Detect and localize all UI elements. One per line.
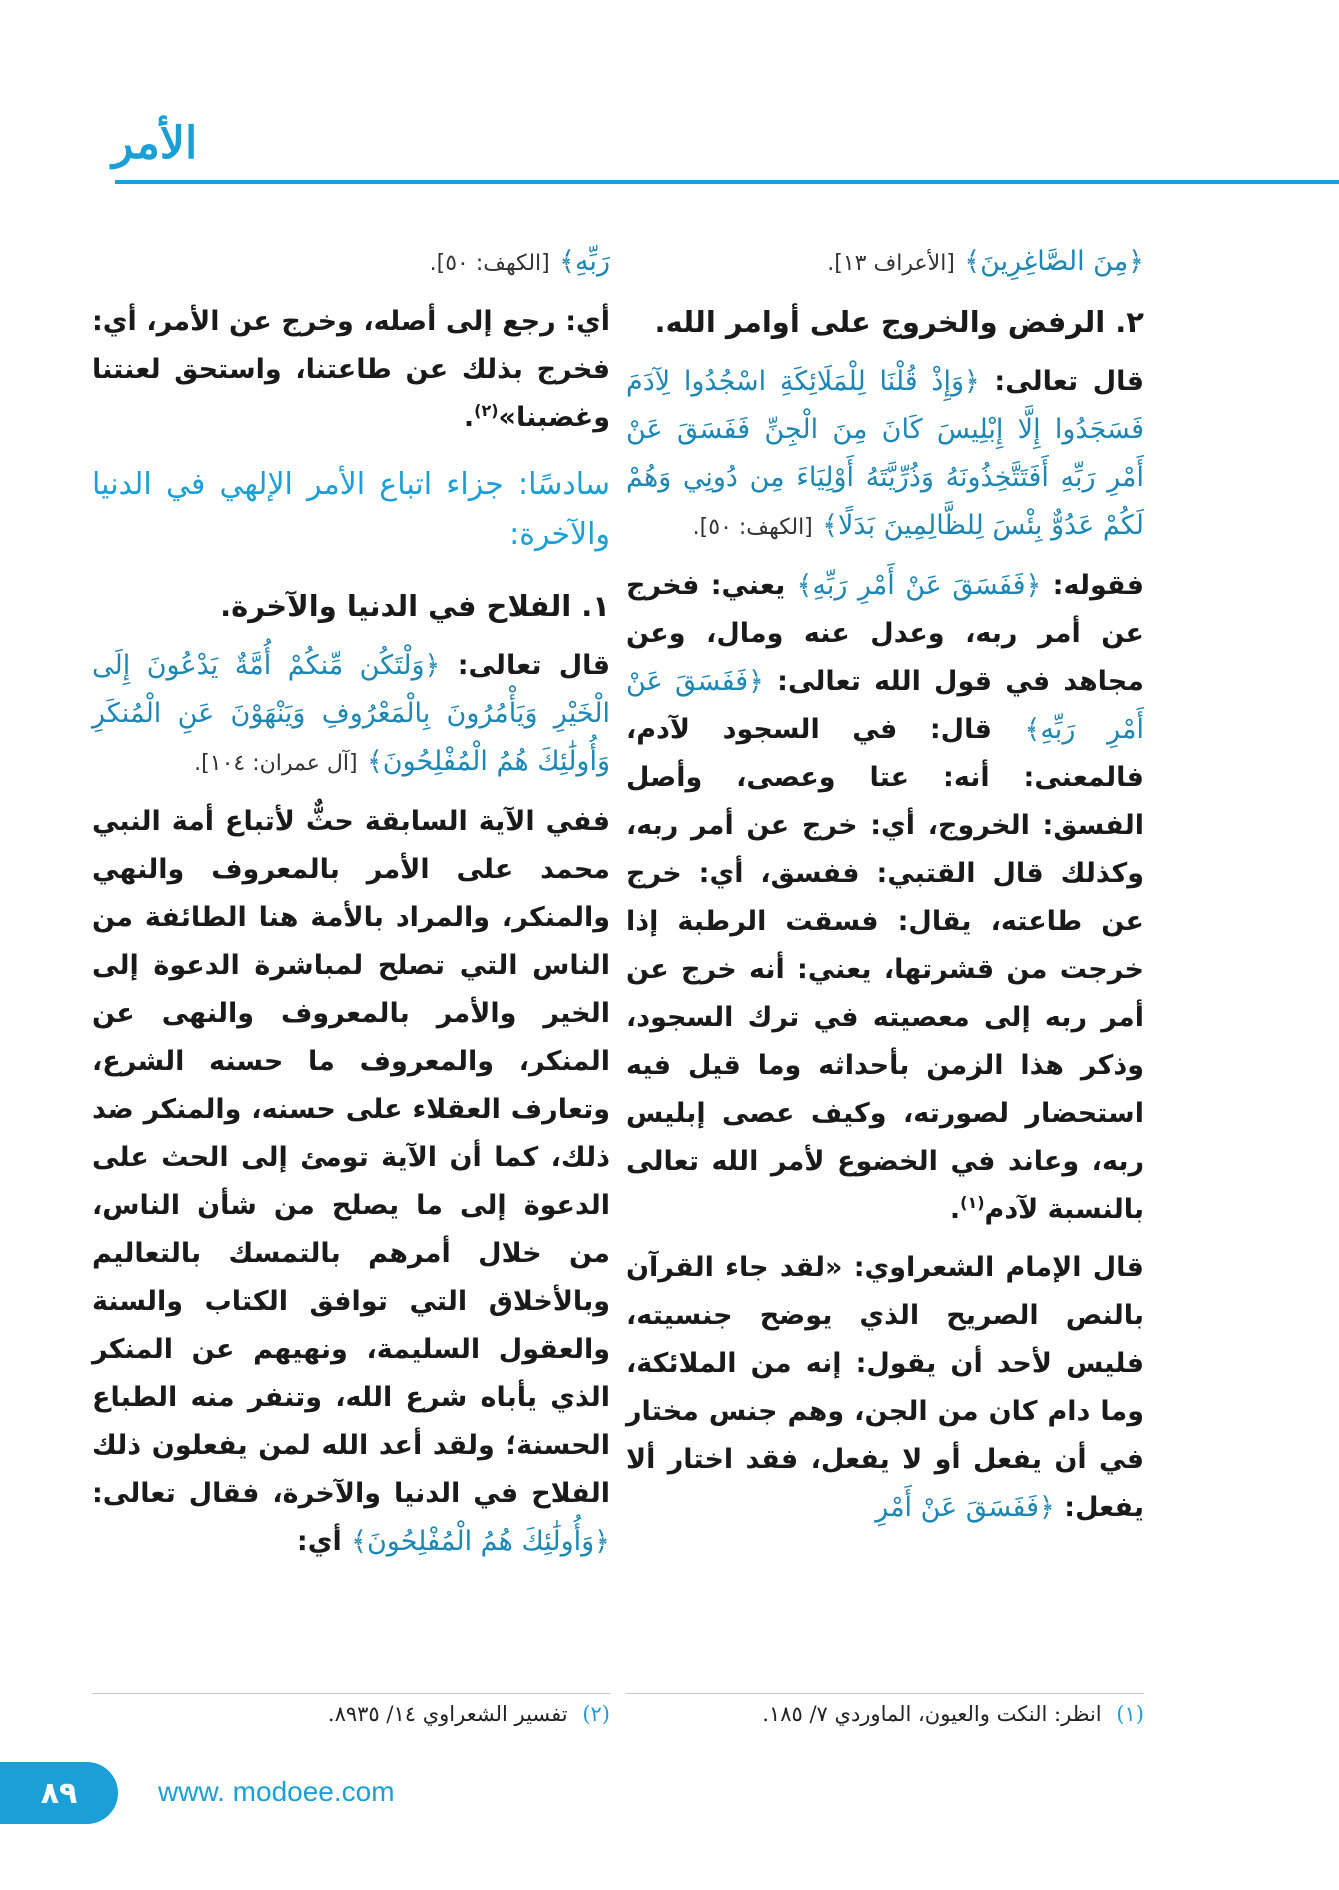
footnote-number: (٢) (582, 1702, 610, 1726)
quran-verse: ﴿وَلْتَكُن مِّنكُمْ أُمَّةٌ يَدْعُونَ إِلَى الْخَيْرِ وَيَأْمُرُونَ بِالْمَعْرُوفِ وَيَنْهَوْنَ عَنِ الْمُنكَرِ وَأُولَٰئِكَ هُمُ الْمُفْلِحُونَ﴾ (92, 650, 610, 777)
paragraph (92, 238, 610, 288)
paragraph-text: فقوله: (1052, 570, 1145, 601)
verse-reference: [الأعراف ١٣]. (827, 251, 955, 276)
paragraph (626, 238, 1144, 288)
quran-verse: ﴿فَفَسَقَ عَنْ أَمْرِ رَبِّهِ﴾ (626, 666, 1144, 745)
paragraph: أي: رجع إلى أصله، وخرج عن الأمر، أي: فخرج بذلك عن طاعتنا، واستحق لعنتنا وغضبنا»$^{(٢)}$. (92, 306, 610, 433)
paragraph-text: ففي الآية السابقة حثٌّ لأتباع أمة النبي محمد على الأمر بالمعروف والنهي والمنكر، والمراد بالأمة هنا الطائفة من الناس التي تصلح لمباشرة الدعوة إلى الخير والأمر بالمعروف والنهى عن المنكر، والمعروف ما حسنه الشرع، وتعارف العقلاء على حسنه، والمنكر ضد ذلك، كما أن الآية تومئ إلى الحث على الدعوة إلى ما يصلح من شأن الناس، من خلال أمرهم بالتمسك بالتعاليم وبالأخلاق التي توافق الكتاب والسنة والعقول السليمة، ونهيهم عن المنكر الذي يأباه شرع الله، وتنفر منه الطباع الحسنة؛ ولقد أعد الله لمن يفعلون ذلك الفلاح في الدنيا والآخرة، فقال تعالى: (92, 806, 610, 1509)
left-column (92, 238, 610, 1576)
page-number-badge (0, 1762, 118, 1824)
verse-reference: [الكهف: ٥٠]. (429, 251, 550, 276)
header-divider (115, 180, 1339, 184)
paragraph-text: قال تعالى: (457, 650, 611, 681)
quran-verse: رَبِّهِ﴾ (559, 246, 610, 277)
chapter-title: الأمر (112, 118, 198, 169)
footnote-number: (١) (1116, 1702, 1144, 1726)
website-link[interactable]: www. modoee.com (158, 1776, 395, 1807)
footnote-marker[interactable]: (٢) (474, 401, 499, 420)
paragraph (626, 1244, 1144, 1532)
footnote-divider (626, 1693, 1144, 1694)
section-heading: ١. الفلاح في الدنيا والآخرة. (220, 589, 610, 623)
footnote-text: تفسير الشعراوي ١٤/ ٨٩٣٥. (327, 1702, 568, 1726)
right-column (626, 238, 1144, 1542)
quran-verse: ﴿فَفَسَقَ عَنْ أَمْرِ رَبِّهِ﴾ (796, 570, 1042, 601)
paragraph-text: يعني: فخرج عن أمر ربه، وعدل عنه ومال، وعن مجاهد في قول الله تعالى: (626, 570, 1144, 697)
section-heading: ٢. الرفض والخروج على أوامر الله. (654, 305, 1144, 339)
verse-reference: [آل عمران: ١٠٤]. (194, 751, 358, 776)
quran-verse: ﴿فَفَسَقَ عَنْ أَمْرِ (875, 1492, 1055, 1523)
footnote-marker[interactable]: (١) (960, 1193, 985, 1212)
footnote (626, 1702, 1144, 1726)
footnote-text: انظر: النكت والعيون، الماوردي ٧/ ١٨٥. (762, 1702, 1102, 1726)
paragraph-text: قال الإمام الشعراوي: «لقد جاء القرآن بالنص الصريح الذي يوضح جنسيته، فليس لأحد أن يقول: إنه من الملائكة، وما دام كان من الجن، وهم جنس مختار في أن يفعل أو لا يفعل، فقد اختار ألا يفعل: (626, 1252, 1144, 1523)
paragraph-text: قال: في السجود لآدم، فالمعنى: أنه: عتا وعصى، وأصل الفسق: الخروج، أي: خرج عن أمر ربه، وكذلك قال القتبي: ففسق، أي: خرج عن طاعته، يقال: فسقت الرطبة إذا خرجت من قشرتها، يعني: أنه خرج عن أمر ربه إلى معصيته في ترك السجود، وذكر هذا الزمن بأحداثه وما قيل فيه استحضار لصورته، وكيف عصى إبليس ربه، وعاند في الخضوع لأمر الله تعالى بالنسبة لآدم (626, 714, 1144, 1225)
verse-reference: [الكهف: ٥٠]. (692, 515, 813, 540)
quran-verse: ﴿وَأُولَٰئِكَ هُمُ الْمُفْلِحُونَ﴾ (351, 1526, 610, 1557)
section-subheading: سادسًا: جزاء اتباع الأمر الإلهي في الدنيا والآخرة: (92, 467, 610, 552)
paragraph (92, 642, 610, 788)
paragraph: فقوله: ﴿فَفَسَقَ عَنْ أَمْرِ رَبِّهِ﴾ يعني: فخرج عن أمر ربه، وعدل عنه ومال، وعن مجاهد في قول الله تعالى: ﴿فَفَسَقَ عَنْ أَمْرِ رَبِّهِ﴾ قال: في السجود لآدم، فالمعنى: أنه: عتا وعصى، وأصل الفسق: الخروج، أي: خرج عن أمر ربه، وكذلك قال القتبي: ففسق، أي: خرج عن طاعته، يقال: فسقت الرطبة إذا خرجت من قشرتها، يعني: أنه خرج عن أمر ربه إلى معصيته في ترك السجود، وذكر هذا الزمن بأحداثه وما قيل فيه استحضار لصورته، وكيف عصى إبليس ربه، وعاند في الخضوع لأمر الله تعالى بالنسبة لآدم$^{(١)}$. (626, 570, 1145, 1225)
footnote (92, 1702, 610, 1726)
quran-verse: ﴿وَإِذْ قُلْنَا لِلْمَلَائِكَةِ اسْجُدُوا لِآدَمَ فَسَجَدُوا إِلَّا إِبْلِيسَ كَانَ مِنَ الْجِنِّ فَفَسَقَ عَنْ أَمْرِ رَبِّهِ أَفَتَتَّخِذُونَهُ وَذُرِّيَّتَهُ أَوْلِيَاءَ مِن دُونِي وَهُمْ لَكُمْ عَدُوٌّ بِئْسَ لِلظَّالِمِينَ بَدَلًا﴾ (626, 366, 1144, 541)
footnote-divider (92, 1693, 610, 1694)
paragraph-text: قال تعالى: (994, 366, 1144, 397)
quran-verse: ﴿مِنَ الصَّاغِرِينَ﴾ (964, 246, 1144, 277)
paragraph (626, 358, 1144, 552)
paragraph-text: أي: (296, 1526, 342, 1557)
page-number: ٨٩ (40, 1775, 78, 1811)
paragraph-text: أي: رجع إلى أصله، وخرج عن الأمر، أي: فخرج بذلك عن طاعتنا، واستحق لعنتنا وغضبنا» (92, 306, 610, 433)
paragraph (92, 798, 610, 1566)
